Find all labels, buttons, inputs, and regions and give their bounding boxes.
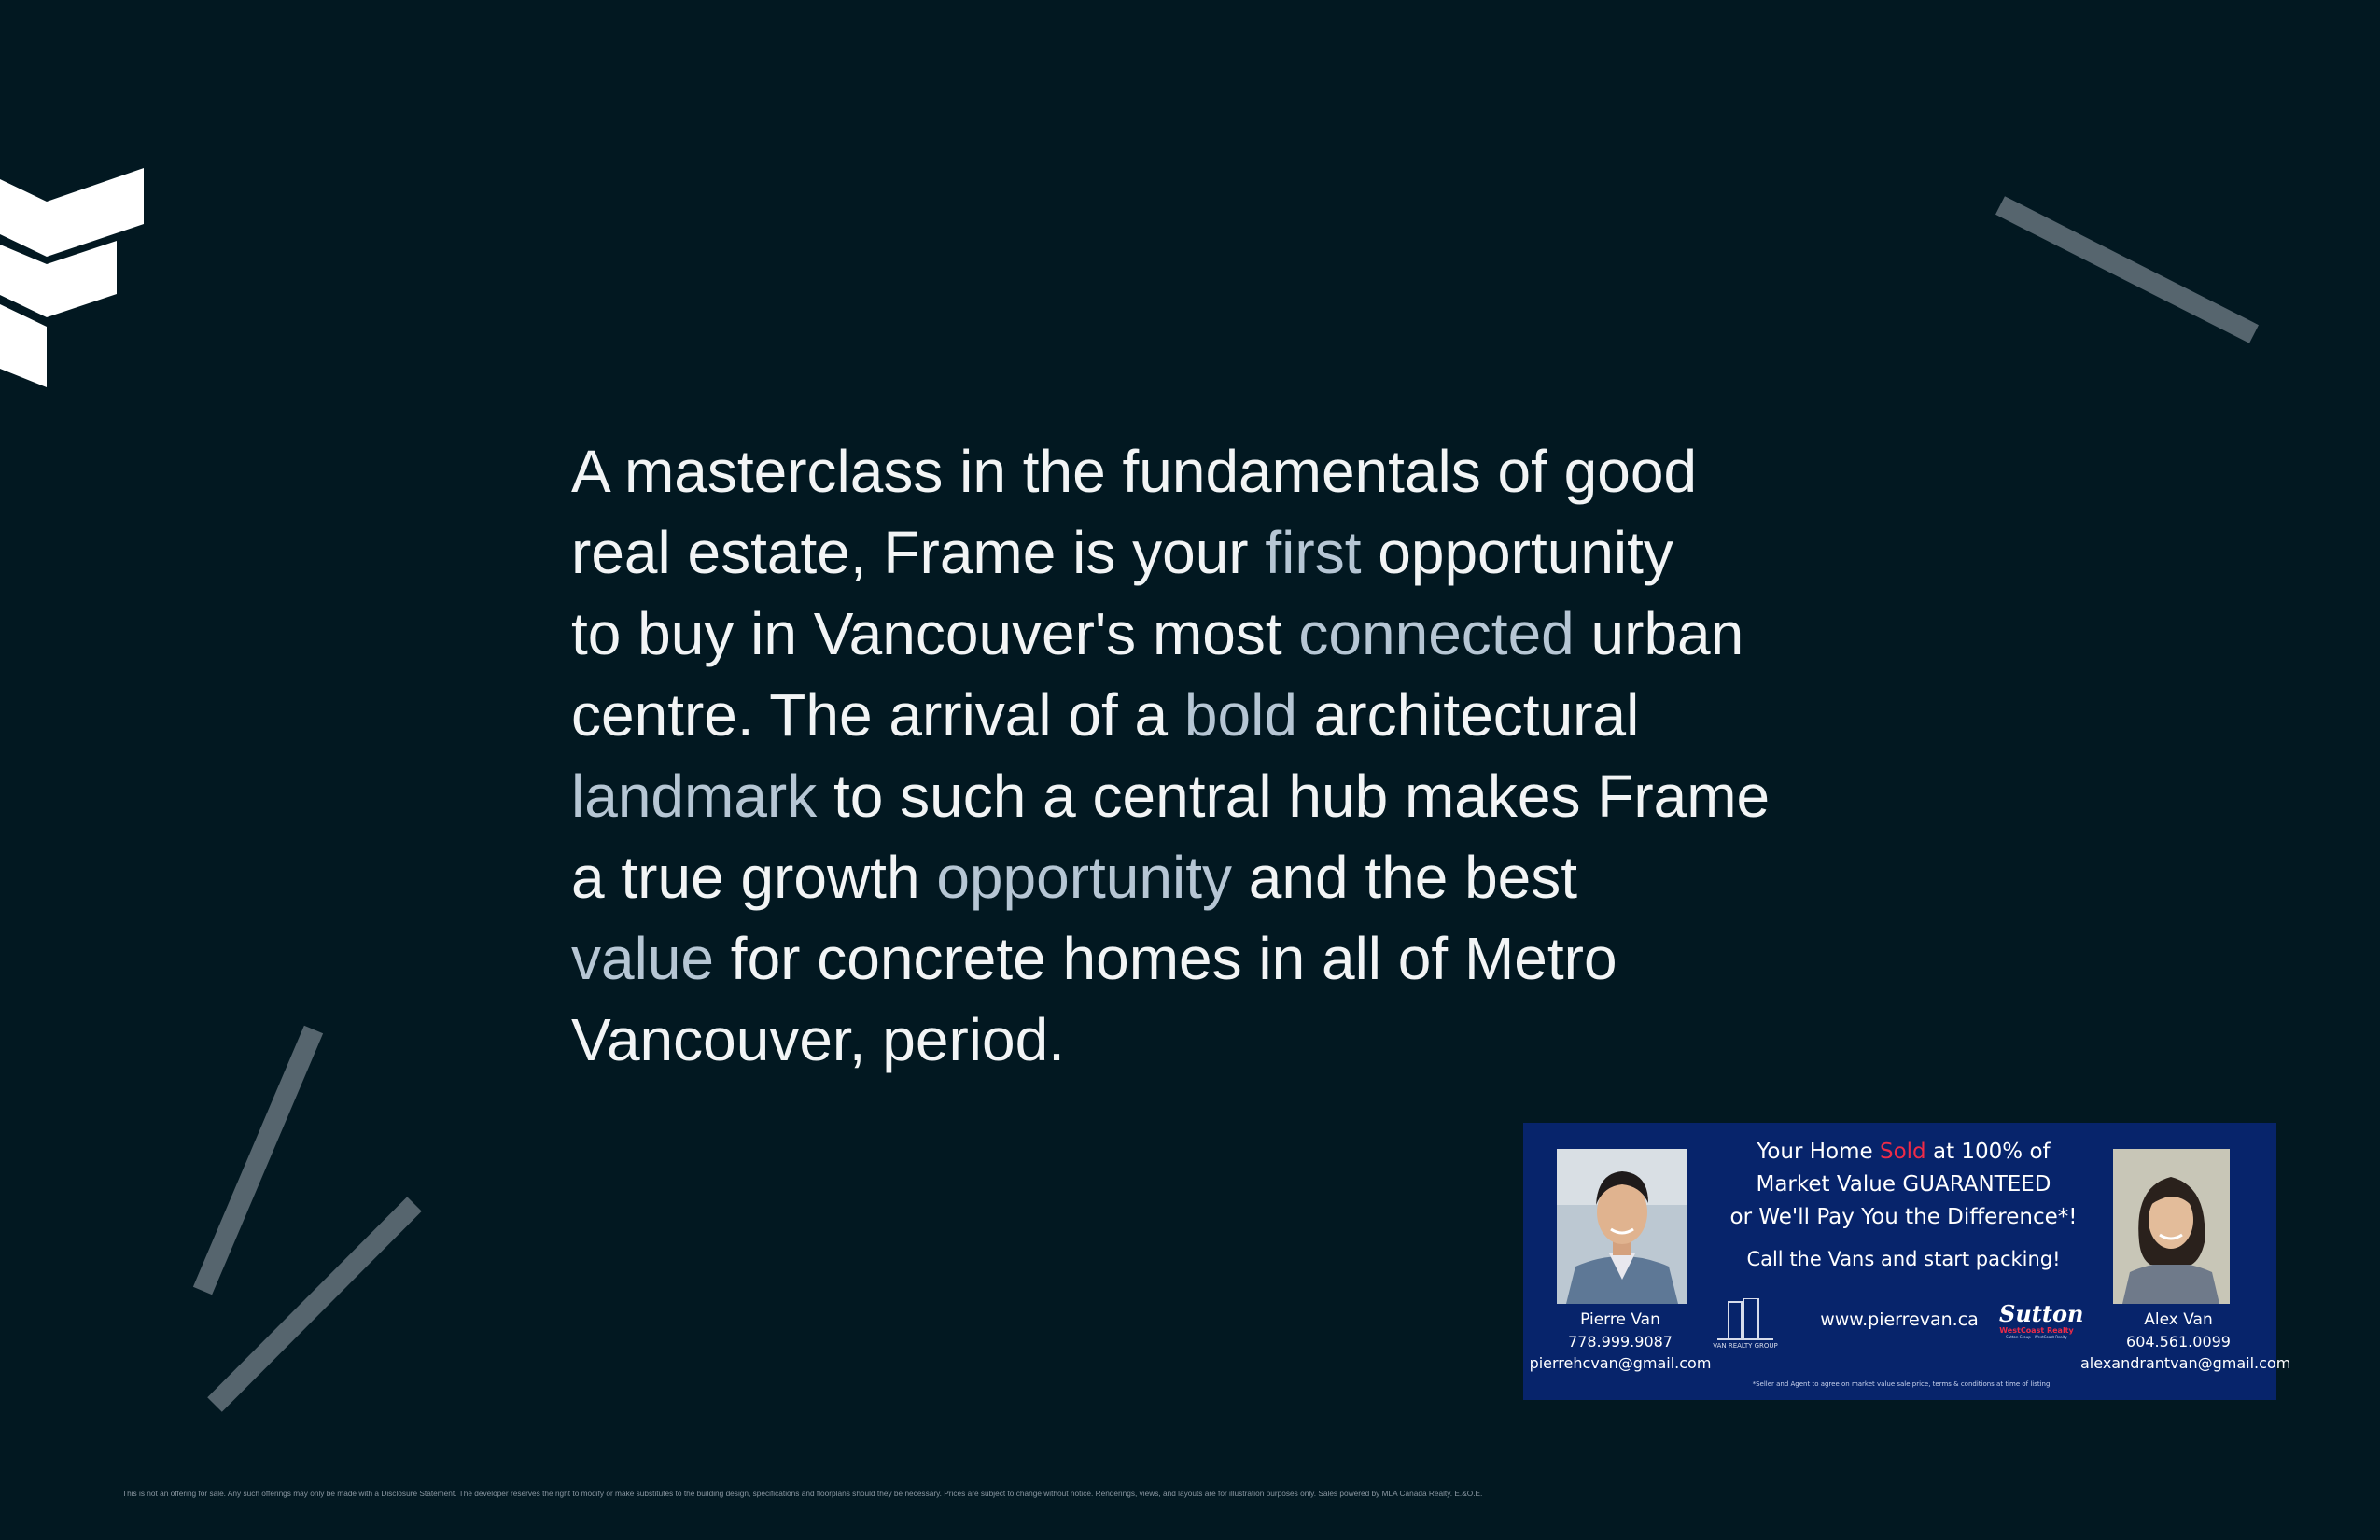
- contact-alex: [2080, 1309, 2291, 1374]
- group-logo-label: VAN REALTY GROUP: [1713, 1342, 1778, 1350]
- agent-phone[interactable]: 778.999.9087: [1568, 1333, 1673, 1351]
- headline-line-2: Market Value GUARANTEED: [1756, 1172, 2051, 1197]
- highlighted-word: value: [571, 925, 714, 992]
- paragraph-line: [571, 512, 1803, 594]
- contact-pierre: [1527, 1309, 1714, 1374]
- van-realty-logo: [1708, 1298, 1783, 1354]
- ad-headline: [1710, 1136, 2097, 1234]
- ad-disclaimer: *Seller and Agent to agree on market value sale price, terms & conditions at time of listing: [1752, 1380, 2051, 1388]
- paragraph-text: a true growth: [571, 844, 937, 911]
- paragraph-line: [571, 918, 1803, 1000]
- highlighted-word: first: [1265, 519, 1362, 586]
- sutton-sub: Sutton Group - WestCoast Realty: [2006, 1335, 2067, 1339]
- agent-name: Pierre Van: [1580, 1310, 1660, 1329]
- paragraph-text: for concrete homes in all of Metro: [714, 925, 1617, 992]
- paragraph-line: [571, 431, 1803, 512]
- paragraph-text: A masterclass in the fundamentals of good: [571, 438, 1698, 505]
- website-link[interactable]: www.pierrevan.ca: [1820, 1309, 1979, 1330]
- paragraph-text: to buy in Vancouver's most: [571, 600, 1299, 667]
- paragraph-text: urban: [1574, 600, 1744, 667]
- paragraph-text: architectural: [1296, 681, 1640, 749]
- highlighted-word: bold: [1183, 681, 1297, 749]
- agent-photo-pierre: [1557, 1149, 1687, 1304]
- diagonal-bar-icon: [215, 1204, 414, 1405]
- paragraph-text: Vancouver, period.: [571, 1006, 1065, 1073]
- sutton-logo: [1999, 1300, 2084, 1339]
- ad-tagline: Call the Vans and start packing!: [1746, 1248, 2061, 1270]
- diagonal-bar-icon: [2000, 205, 2254, 334]
- highlighted-word: landmark: [571, 763, 818, 830]
- agent-name: Alex Van: [2144, 1310, 2213, 1329]
- highlighted-word: connected: [1298, 600, 1575, 667]
- diagonal-bar-icon: [203, 1029, 314, 1291]
- building-icon: [1708, 1298, 1783, 1351]
- paragraph-text: and the best: [1231, 844, 1578, 911]
- agent-email[interactable]: alexandrantvan@gmail.com: [2080, 1354, 2291, 1372]
- paragraph-line: [571, 675, 1803, 756]
- paragraph-text: centre. The arrival of a: [571, 681, 1184, 749]
- paragraph-line: [571, 594, 1803, 675]
- realtor-advertisement: [1523, 1123, 2291, 1400]
- headline-line-3: or We'll Pay You the Difference*!: [1729, 1205, 2078, 1229]
- paragraph-text: opportunity: [1361, 519, 1673, 586]
- paragraph-line: [571, 1000, 1803, 1081]
- sutton-wordmark: Sutton: [1999, 1300, 2084, 1327]
- paragraph-text: to such a central hub makes Frame: [817, 763, 1771, 830]
- intro-paragraph: [571, 431, 1803, 1081]
- agent-phone[interactable]: 604.561.0099: [2126, 1333, 2231, 1351]
- paragraph-line: [571, 837, 1803, 918]
- headline-part: Your Home: [1757, 1140, 1880, 1164]
- headline-part: at 100% of: [1925, 1140, 2051, 1164]
- paragraph-line: [571, 756, 1803, 837]
- agent-photo-alex: [2113, 1149, 2244, 1304]
- headline-sold: Sold: [1880, 1140, 1926, 1164]
- legal-disclaimer: This is not an offering for sale. Any such offerings may only be made with a Disclosure Statement. The developer reserves the right to modify or make substitutes to the building design, specifications and floorplans should they be necessary. Prices are subject to change without notice. Renderings, views, and layouts are for illustration purposes only. Sales powered by MLA Canada Realty. E.&O.E.: [122, 1489, 1483, 1498]
- paragraph-text: real estate, Frame is your: [571, 519, 1266, 586]
- sutton-line: WestCoast Realty: [1999, 1326, 2074, 1335]
- highlighted-word: opportunity: [936, 844, 1232, 911]
- agent-email[interactable]: pierrehcvan@gmail.com: [1529, 1354, 1712, 1372]
